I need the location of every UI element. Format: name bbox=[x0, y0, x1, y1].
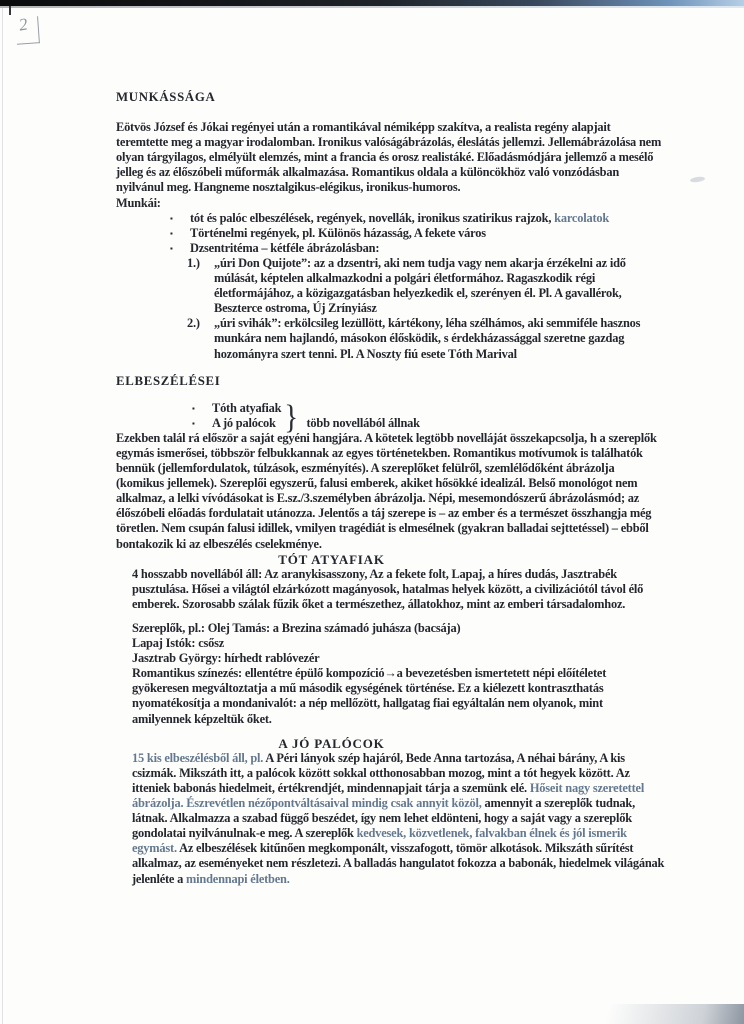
brace-note: több novellából állnak bbox=[306, 415, 420, 430]
character-line: Szereplők, pl.: Olej Tamás: a Brezina számadó juhásza (bacsája) bbox=[132, 621, 461, 635]
munkai-label: Munkái: bbox=[116, 195, 161, 210]
numbered-item-2 bbox=[116, 316, 665, 361]
bullet-square-icon: ▪ bbox=[170, 228, 173, 238]
work-bullet-text: Dzsentritéma – kétféle ábrázolásban: bbox=[190, 240, 380, 255]
page-number-digit: 2 bbox=[17, 14, 29, 35]
brace-item bbox=[116, 416, 281, 431]
jo-palocok-section bbox=[132, 751, 665, 887]
bullet-square-icon: ▪ bbox=[192, 418, 195, 428]
character-list bbox=[132, 621, 665, 666]
work-bullet-item bbox=[116, 241, 665, 256]
bullet-square-icon: ▪ bbox=[192, 403, 195, 413]
section-heading-elbeszelesei: ELBESZÉLÉSEI bbox=[116, 373, 221, 388]
brace-item-list bbox=[116, 401, 281, 431]
numbered-item-label: 2.) bbox=[187, 316, 200, 331]
section-heading-munkassaga: MUNKÁSSÁGA bbox=[116, 90, 216, 104]
numbered-item-label: 1.) bbox=[187, 255, 200, 270]
work-bullet-item bbox=[116, 211, 665, 226]
work-bullet-text: Történelmi regények, pl. Különös házasság, A fekete város bbox=[190, 225, 486, 240]
curly-brace-icon: } bbox=[284, 398, 299, 436]
document-content bbox=[116, 90, 665, 887]
handwritten-page-number bbox=[13, 13, 47, 49]
numbered-item-1 bbox=[116, 256, 665, 316]
bullet-square-icon: ▪ bbox=[170, 243, 173, 253]
tot-atyafiak-section bbox=[132, 567, 665, 727]
brace-item bbox=[116, 401, 281, 416]
tot-atyafiak-paragraph: 4 hosszabb novellából áll: Az aranykisasszony, Az a fekete folt, Lapaj, a híres dudás, Jasztrabék pusztulása. Hősei a világtól elzárkózott magányosok, hatalmas helyek között, a civilizációtól távol élő emberek. Szorosabb szálak fűzik őket a természethez, állatokhoz, mint az emberi társadalomhoz. bbox=[132, 566, 644, 611]
scan-edge-artifact-top-fade bbox=[0, 6, 744, 8]
numbered-item-text: „úri svihák”: erkölcsileg lezüllött, kártékony, léha szélhámos, aki semmiféle hasznos munkára nem hajlandó, másokon élősködik, s érdekházassággal szeretne gazdag hozományra szert tenni. Pl. A Noszty fiú esete Tóth Marival bbox=[214, 316, 641, 361]
work-bullet-item bbox=[116, 226, 665, 241]
intro-paragraph: Eötvös József és Jókai regényei után a romantikával némiképp szakítva, a realista regény alapjait teremtette meg a magyar irodalomban. Ironikus valóságábrázolás, éleslátás jellemzi. Jellemábrázolása nem olyan tárgyilagos, elmélyült elemzés, mint a francia és orosz realistáké. Előadásmódjára jellemző a mesélő jelleg és az élőszóbeli műformák alkalmazása. Romantikus oldala a különcökhöz való vonzódásban nyilvánul meg. Hangneme nosztalgikus-elégikus, ironikus-humoros. bbox=[116, 120, 662, 195]
character-line: Lapaj Istók: csősz bbox=[132, 636, 225, 651]
work-bullet-text: tót és palóc elbeszélések, regények, novellák, ironikus szatirikus rajzok, karcolatok bbox=[190, 210, 610, 225]
scan-edge-tick bbox=[9, 6, 11, 15]
brace-item-text: Tóth atyafiak bbox=[212, 400, 282, 415]
scan-corner-shadow bbox=[534, 1004, 744, 1024]
section-heading-jo-palocok: A JÓ PALÓCOK bbox=[278, 735, 385, 751]
section-heading-tot-atyafiak: TÓT ATYAFIAK bbox=[278, 551, 385, 567]
romantikus-paragraph: Romantikus színezés: ellentétre épülő kompozíció→a bevezetésben ismertetett népi előítéletet gyökeresen megváltoztatja a mű második egységének történése. Ez a kiélezett kontraszthatás nyomatékosítja a mondanivalót: a nép mellőzött, hallgatag fiai egyáltalán nem olyanok, mint amilyennek képzeltük őket. bbox=[132, 666, 607, 726]
character-line: Jasztrab György: hírhedt rablóvezér bbox=[132, 651, 320, 666]
numbered-item-text: „úri Don Quijote”: az a dzsentri, aki nem tudja vagy nem akarja érzékelni az idő múlását, képtelen alkalmazkodni a polgári életformához. Ragaszkodik régi életformájához, a közigazgatásban helyezkedik el, szerényen él. Pl. A gavallérok, Beszterce ostroma, Új Zrínyiász bbox=[214, 255, 626, 316]
scan-smudge-artifact bbox=[690, 176, 706, 183]
brace-item-text: A jó palócok bbox=[212, 415, 276, 430]
bullet-square-icon: ▪ bbox=[170, 213, 173, 223]
jo-palocok-paragraph: 15 kis elbeszélésből áll, pl. A Péri lányok szép hajáról, Bede Anna tartozása, A néhai bárány, A kis csizmák. Mikszáth itt, a palócok között sokkal otthonosabban mozog, mint a tót hegyek között. Az itteniek babonás hiedelmeit, értékrendjét, mindennapjait tárja a szemünk elé. Hőseit nagy szeretettel ábrázolja. Észrevétlen nézőpontváltásaival mindig csak annyit közöl, amennyit a szereplők tudnak, látnak. Alkalmazza a szabad függő beszédet, így nem lehet eldönteni, hogy a saját vagy a szereplők gondolatai nyilvánulnak-e meg. A szereplők kedvesek, közvetlenek, falvakban élnek és jól ismerik egymást. Az elbeszélések kitűnően megkomponált, visszafogott, tömör alkotások. Mikszáth sűrítést alkalmaz, az eseményeket nem részletezi. A balladás hangulatot fokozza a babonák, hiedelmek világának jelenléte a mindennapi életben. bbox=[132, 750, 665, 886]
brace-group bbox=[116, 398, 665, 436]
elbeszelesei-paragraph: Ezekben talál rá először a saját egyéni hangjára. A kötetek legtöbb novelláját összekapcsolja, h a szereplők egymás ismerősei, többször felbukkannak az egyes történetekben. Romantikus motívumok is találhatók bennük (jellemfordulatok, túlzások, eszményítés). A szereplőket felülről, szemlélődőként ábrázolja (komikus jellemek). Szereplői egyszerű, falusi emberek, akiket hősökké idealizál. Belső monológot nem alkalmaz, a lelki vívódásokat is E.sz./3.személyben ábrázolja. Népi, mesemondószerű ábrázolásmód; az élőszóbeli előadás fordulatait utánozza. Jelentős a táj szerepe is – az ember és a természet összhangja még töretlen. Nem csupán falusi idillek, vmilyen tragédiát is elmesélnek (gyakran balladai sejttetéssel) – ebből bontakozik ki az elbeszélés cselekménye. bbox=[116, 430, 657, 551]
scan-left-fold-line bbox=[2, 8, 3, 1024]
